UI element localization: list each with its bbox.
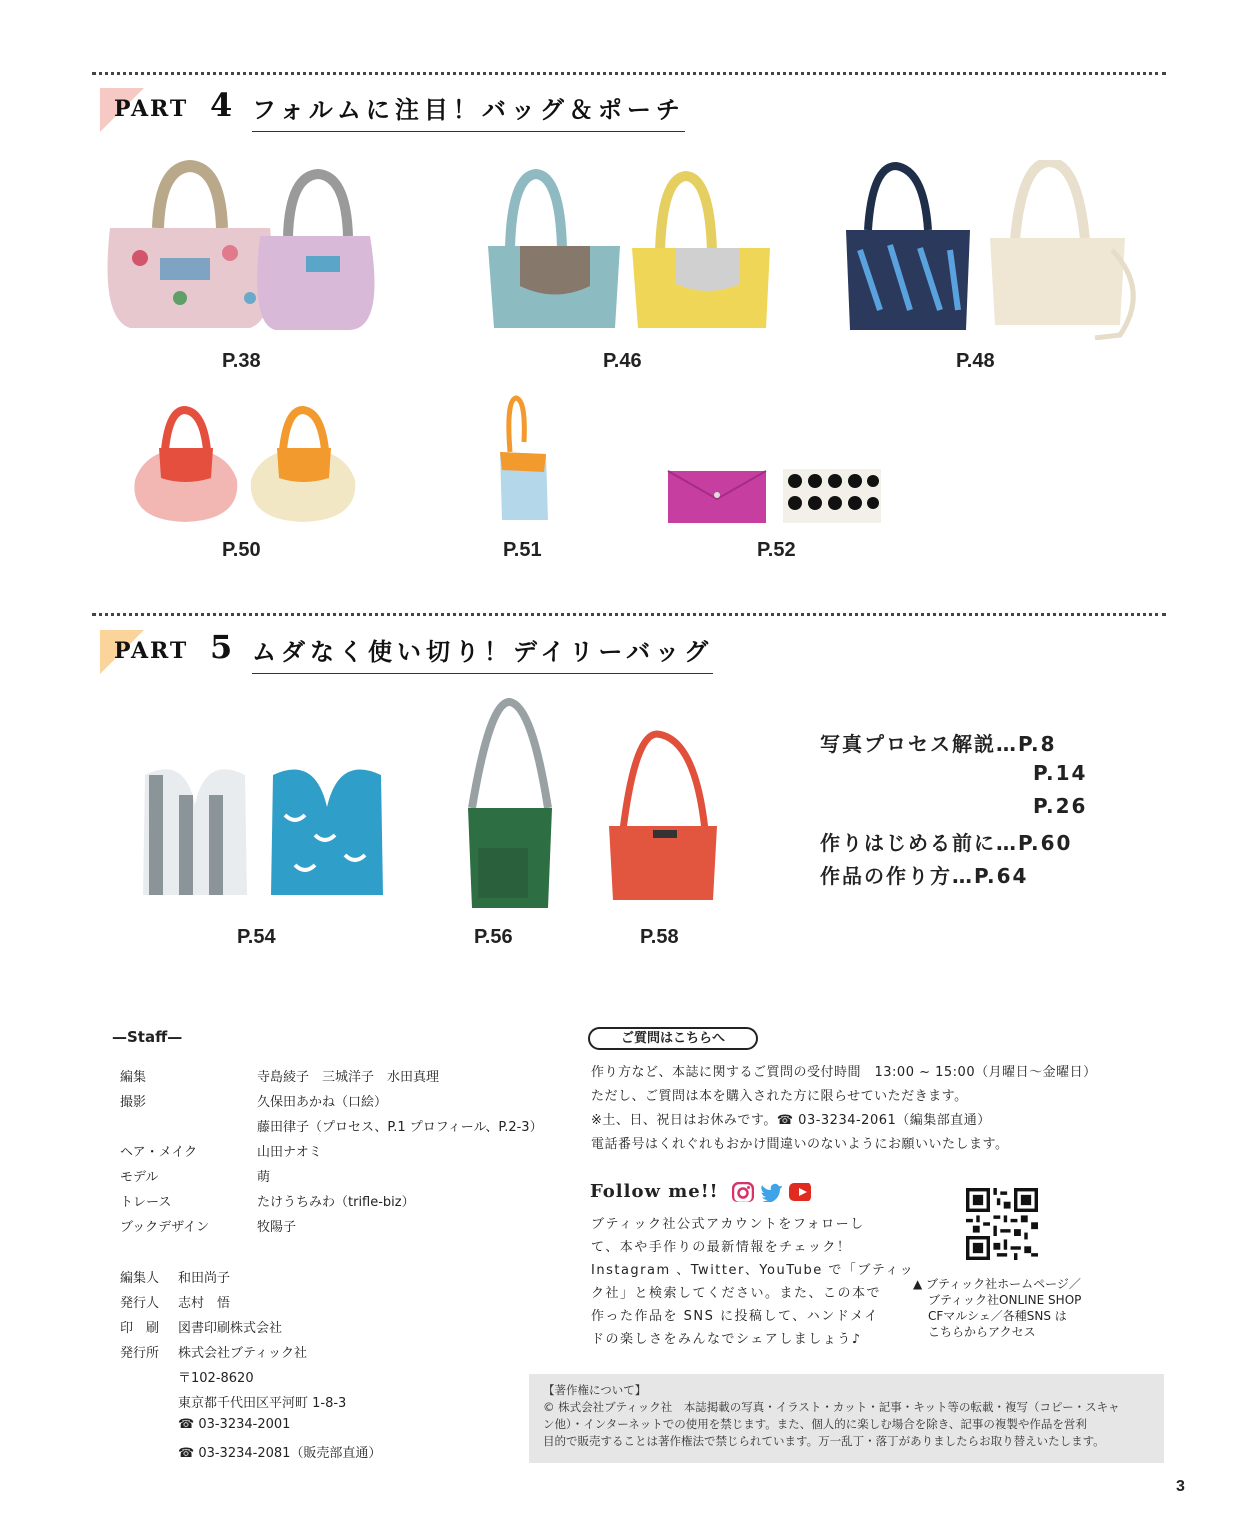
twitter-icon[interactable]: [760, 1182, 782, 1202]
part4-header: [100, 88, 720, 148]
bag-photo-p51: [490, 392, 560, 527]
bag-photo-p46: [480, 168, 800, 333]
follow-line: ブティック社公式アカウントをフォローし: [591, 1217, 865, 1232]
staff-row: 撮影 久保田あかね（口絵）: [120, 1095, 388, 1110]
qr-note: ▲ ブティック社ホームページ／ ブティック社ONLINE SHOP CFマルシェ／各種SNS は こちらからアクセス: [913, 1277, 1082, 1339]
index-line-before-start: 作りはじめる前に…P.60: [820, 831, 1073, 855]
index-line-how-to-make: 作品の作り方…P.64: [820, 864, 1029, 888]
publisher-row: 印 刷 図書印刷株式会社: [120, 1321, 283, 1336]
publisher-row: 発行人 志村 悟: [120, 1296, 231, 1311]
part4-number: 4: [210, 86, 233, 124]
qa-line: 電話番号はくれぐれもおかけ間違いのないようにお願いいたします。: [591, 1137, 1009, 1152]
part5-label: PART: [114, 638, 189, 664]
qr-code[interactable]: [966, 1188, 1038, 1260]
staff-row: ブックデザイン 牧陽子: [120, 1220, 297, 1235]
publisher-row: 編集人 和田尚子: [120, 1271, 231, 1286]
instagram-icon[interactable]: [732, 1182, 754, 1202]
page-ref-p52: P.52: [757, 539, 796, 561]
page-ref-p56: P.56: [474, 926, 513, 948]
qa-line: 作り方など、本誌に関するご質問の受付時間 13:00 ~ 15:00（月曜日～金曜日）: [591, 1065, 1097, 1080]
part4-label: PART: [114, 96, 189, 122]
publisher-row: 発行所 株式会社ブティック社: [120, 1346, 307, 1361]
part4-title: フォルムに注目！バッグ＆ポーチ: [252, 90, 685, 132]
youtube-icon[interactable]: [789, 1182, 811, 1202]
divider-middle: [92, 613, 1166, 616]
copyright-line: © 株式会社ブティック社 本誌掲載の写真・イラスト・カット・記事・キット等の転載・複写（コピー・スキャ: [543, 1400, 1120, 1414]
part5-title: ムダなく使い切り！デイリーバッグ: [252, 632, 713, 674]
copyright-box: [529, 1374, 1164, 1463]
staff-title: —Staff—: [112, 1028, 183, 1046]
page-ref-p51: P.51: [503, 539, 542, 561]
page-ref-p54: P.54: [237, 926, 276, 948]
bag-photo-p50: [125, 400, 365, 525]
publisher-phone-row: ☎ 03-3234-2001: [178, 1417, 291, 1432]
bag-photo-p48: [840, 160, 1160, 340]
staff-row: ヘア・メイク 山田ナオミ: [120, 1145, 322, 1160]
staff-row: トレース たけうちみわ（trifle-biz）: [120, 1195, 415, 1210]
index-line-photo-process: 写真プロセス解説…P.8: [820, 732, 1057, 756]
bag-photo-p56: [460, 698, 560, 913]
bag-photo-p58: [605, 730, 725, 905]
staff-row: 藤田律子（プロセス、P.1 プロフィール、P.2-3）: [257, 1120, 543, 1135]
publisher-phone-row: ☎ 03-3234-2081（販売部直通）: [178, 1446, 382, 1461]
follow-line: ク社」と検索してください。また、この本で: [591, 1286, 882, 1301]
staff-row: モデル 萌: [120, 1170, 271, 1185]
qa-line: ただし、ご質問は本を購入された方に限らせていただきます。: [591, 1089, 968, 1104]
follow-line: て、本や手作りの最新情報をチェック！: [591, 1240, 852, 1255]
bag-photo-p38: [100, 158, 380, 338]
qa-tag: ご質問はこちらへ: [588, 1027, 758, 1050]
follow-line: 作った作品を SNS に投稿して、ハンドメイ: [591, 1309, 879, 1324]
copyright-line: ン他）・インターネットでの使用を禁じます。また、個人的に楽しむ場合を除き、記事の複製や作品を営利: [543, 1417, 1087, 1431]
qa-line: ※土、日、祝日はお休みです。☎ 03-3234-2061（編集部直通）: [591, 1113, 991, 1128]
index-line-p14: P.14: [1033, 761, 1088, 785]
page-ref-p48: P.48: [956, 350, 995, 372]
staff-row: 編集 寺島綾子 三城洋子 水田真理: [120, 1070, 440, 1085]
copyright-line: 目的で販売することは著作権法で禁じられています。万一乱丁・落丁がありましたらお取り替えいたします。: [543, 1434, 1105, 1448]
follow-line: Instagram 、Twitter、YouTube で「ブティッ: [591, 1263, 915, 1278]
divider-top: [92, 72, 1166, 75]
index-line-p26: P.26: [1033, 794, 1088, 818]
pouch-photo-p52: [665, 465, 885, 525]
bag-photo-p54: [135, 755, 395, 905]
page-ref-p58: P.58: [640, 926, 679, 948]
publisher-address-row: 東京都千代田区平河町 1-8-3: [178, 1396, 347, 1411]
follow-title: Follow me!!: [590, 1181, 719, 1202]
page-ref-p46: P.46: [603, 350, 642, 372]
part5-header: [100, 630, 740, 690]
page-number: 3: [1176, 1478, 1185, 1495]
publisher-address-row: 〒102-8620: [178, 1371, 254, 1386]
follow-line: ドの楽しさをみんなでシェアしましょう♪: [591, 1332, 862, 1347]
copyright-heading: 【著作権について】: [543, 1383, 647, 1397]
page-ref-p50: P.50: [222, 539, 261, 561]
index-list: [820, 728, 1087, 893]
page-ref-p38: P.38: [222, 350, 261, 372]
part5-number: 5: [210, 628, 233, 666]
